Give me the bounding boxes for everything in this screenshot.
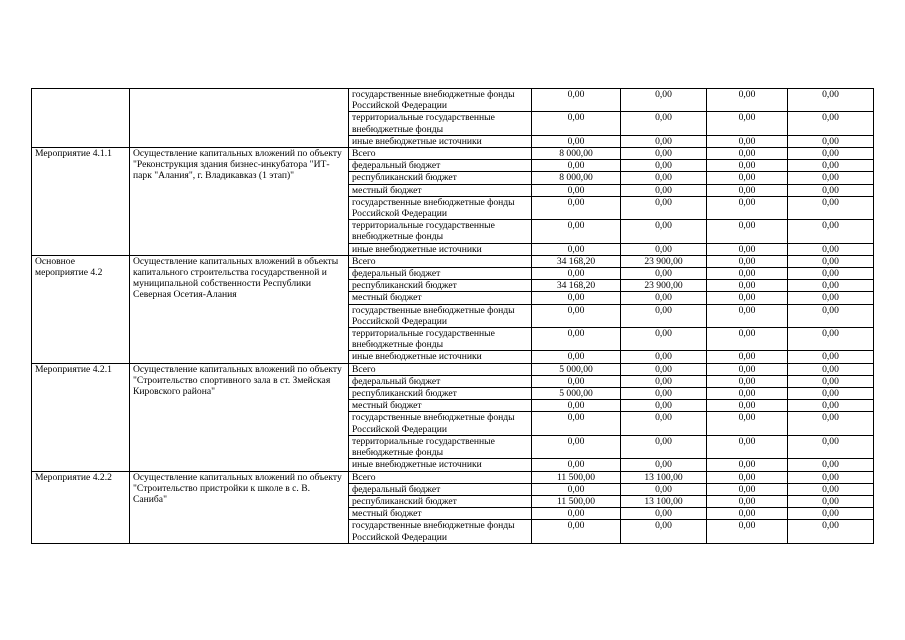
activity-description-cell [130, 89, 349, 148]
amount-cell: 0,00 [788, 520, 874, 543]
amount-cell: 0,00 [788, 112, 874, 135]
amount-cell: 0,00 [707, 459, 788, 471]
amount-cell: 34 168,20 [532, 255, 621, 267]
amount-cell: 0,00 [788, 351, 874, 363]
amount-cell: 0,00 [788, 172, 874, 184]
amount-cell: 0,00 [707, 363, 788, 375]
source-cell: Всего [349, 363, 532, 375]
amount-cell: 0,00 [707, 184, 788, 196]
amount-cell: 0,00 [532, 196, 621, 219]
source-cell: местный бюджет [349, 400, 532, 412]
amount-cell: 0,00 [707, 495, 788, 507]
amount-cell: 0,00 [788, 135, 874, 147]
amount-cell: 0,00 [788, 400, 874, 412]
source-cell: республиканский бюджет [349, 495, 532, 507]
amount-cell: 23 900,00 [621, 280, 707, 292]
source-cell: иные внебюджетные источники [349, 243, 532, 255]
amount-cell: 0,00 [788, 459, 874, 471]
source-cell: иные внебюджетные источники [349, 351, 532, 363]
amount-cell: 0,00 [621, 435, 707, 458]
source-cell: Всего [349, 255, 532, 267]
amount-cell: 0,00 [707, 304, 788, 327]
source-cell: территориальные государственные внебюджетные фонды [349, 435, 532, 458]
source-cell: федеральный бюджет [349, 375, 532, 387]
amount-cell: 11 500,00 [532, 495, 621, 507]
source-cell: республиканский бюджет [349, 388, 532, 400]
amount-cell: 0,00 [707, 508, 788, 520]
activity-description-cell: Осуществление капитальных вложений по объекту "Реконструкция здания бизнес-инкубатора "ИТ-парк "Алания", г. Владикавказ (1 этап)" [130, 148, 349, 256]
funding-table [31, 88, 874, 544]
source-cell: местный бюджет [349, 292, 532, 304]
amount-cell: 0,00 [707, 268, 788, 280]
source-cell: республиканский бюджет [349, 172, 532, 184]
amount-cell: 0,00 [788, 268, 874, 280]
amount-cell: 0,00 [621, 112, 707, 135]
amount-cell: 0,00 [532, 292, 621, 304]
amount-cell: 0,00 [788, 220, 874, 243]
amount-cell: 0,00 [621, 292, 707, 304]
amount-cell: 0,00 [532, 160, 621, 172]
source-cell: местный бюджет [349, 184, 532, 196]
amount-cell: 0,00 [707, 112, 788, 135]
amount-cell: 0,00 [621, 160, 707, 172]
activity-label-cell [32, 89, 130, 148]
amount-cell: 0,00 [532, 268, 621, 280]
amount-cell: 0,00 [707, 400, 788, 412]
source-cell: республиканский бюджет [349, 280, 532, 292]
amount-cell: 0,00 [707, 351, 788, 363]
amount-cell: 0,00 [621, 328, 707, 351]
amount-cell: 8 000,00 [532, 172, 621, 184]
amount-cell: 0,00 [788, 243, 874, 255]
table-row [32, 471, 874, 483]
amount-cell: 0,00 [788, 328, 874, 351]
amount-cell: 0,00 [788, 148, 874, 160]
amount-cell: 0,00 [621, 483, 707, 495]
source-cell: государственные внебюджетные фонды Российской Федерации [349, 89, 532, 112]
amount-cell: 0,00 [621, 351, 707, 363]
amount-cell: 0,00 [788, 471, 874, 483]
amount-cell: 0,00 [621, 196, 707, 219]
amount-cell: 0,00 [621, 375, 707, 387]
amount-cell: 13 100,00 [621, 471, 707, 483]
source-cell: государственные внебюджетные фонды Российской Федерации [349, 196, 532, 219]
amount-cell: 0,00 [707, 483, 788, 495]
amount-cell: 5 000,00 [532, 388, 621, 400]
amount-cell: 0,00 [707, 328, 788, 351]
amount-cell: 0,00 [621, 220, 707, 243]
activity-label-cell: Мероприятие 4.2.2 [32, 471, 130, 543]
amount-cell: 0,00 [621, 172, 707, 184]
table-row [32, 148, 874, 160]
amount-cell: 0,00 [532, 483, 621, 495]
activity-description-cell: Осуществление капитальных вложений в объекты капитального строительства государственной и муниципальной собственности Республики Северная Осетия-Алания [130, 255, 349, 363]
amount-cell: 0,00 [532, 375, 621, 387]
amount-cell: 0,00 [621, 520, 707, 543]
amount-cell: 8 000,00 [532, 148, 621, 160]
amount-cell: 23 900,00 [621, 255, 707, 267]
amount-cell: 0,00 [788, 388, 874, 400]
amount-cell: 0,00 [788, 435, 874, 458]
source-cell: государственные внебюджетные фонды Российской Федерации [349, 304, 532, 327]
amount-cell: 0,00 [788, 363, 874, 375]
amount-cell: 13 100,00 [621, 495, 707, 507]
table-body [32, 89, 874, 544]
amount-cell: 0,00 [707, 375, 788, 387]
amount-cell: 0,00 [788, 495, 874, 507]
amount-cell: 0,00 [707, 135, 788, 147]
amount-cell: 0,00 [532, 435, 621, 458]
source-cell: государственные внебюджетные фонды Российской Федерации [349, 520, 532, 543]
amount-cell: 0,00 [532, 328, 621, 351]
amount-cell: 0,00 [788, 280, 874, 292]
amount-cell: 0,00 [707, 160, 788, 172]
amount-cell: 0,00 [532, 304, 621, 327]
source-cell: Всего [349, 471, 532, 483]
amount-cell: 0,00 [707, 243, 788, 255]
amount-cell: 0,00 [532, 184, 621, 196]
amount-cell: 0,00 [621, 412, 707, 435]
amount-cell: 0,00 [707, 148, 788, 160]
table-row [32, 255, 874, 267]
activity-label-cell: Мероприятие 4.2.1 [32, 363, 130, 471]
source-cell: федеральный бюджет [349, 160, 532, 172]
amount-cell: 0,00 [788, 483, 874, 495]
amount-cell: 0,00 [621, 268, 707, 280]
amount-cell: 0,00 [532, 112, 621, 135]
source-cell: федеральный бюджет [349, 268, 532, 280]
source-cell: территориальные государственные внебюджетные фонды [349, 220, 532, 243]
amount-cell: 0,00 [621, 148, 707, 160]
amount-cell: 0,00 [621, 388, 707, 400]
amount-cell: 0,00 [621, 135, 707, 147]
source-cell: федеральный бюджет [349, 483, 532, 495]
amount-cell: 0,00 [621, 459, 707, 471]
amount-cell: 0,00 [707, 255, 788, 267]
source-cell: иные внебюджетные источники [349, 459, 532, 471]
amount-cell: 0,00 [707, 388, 788, 400]
amount-cell: 0,00 [707, 220, 788, 243]
amount-cell: 0,00 [707, 280, 788, 292]
amount-cell: 0,00 [621, 508, 707, 520]
source-cell: Всего [349, 148, 532, 160]
amount-cell: 0,00 [621, 400, 707, 412]
amount-cell: 0,00 [707, 435, 788, 458]
table-row [32, 363, 874, 375]
source-cell: иные внебюджетные источники [349, 135, 532, 147]
amount-cell: 0,00 [707, 412, 788, 435]
amount-cell: 34 168,20 [532, 280, 621, 292]
amount-cell: 11 500,00 [532, 471, 621, 483]
amount-cell: 0,00 [707, 471, 788, 483]
amount-cell: 0,00 [707, 196, 788, 219]
amount-cell: 5 000,00 [532, 363, 621, 375]
amount-cell: 0,00 [532, 508, 621, 520]
amount-cell: 0,00 [788, 508, 874, 520]
amount-cell: 0,00 [621, 243, 707, 255]
amount-cell: 0,00 [532, 412, 621, 435]
table-row [32, 89, 874, 112]
amount-cell: 0,00 [788, 255, 874, 267]
activity-label-cell: Основное мероприятие 4.2 [32, 255, 130, 363]
source-cell: территориальные государственные внебюджетные фонды [349, 112, 532, 135]
amount-cell: 0,00 [532, 89, 621, 112]
amount-cell: 0,00 [532, 520, 621, 543]
amount-cell: 0,00 [621, 304, 707, 327]
activity-description-cell: Осуществление капитальных вложений по объекту "Строительство спортивного зала в ст. Змейская Кировского района" [130, 363, 349, 471]
source-cell: государственные внебюджетные фонды Российской Федерации [349, 412, 532, 435]
amount-cell: 0,00 [532, 220, 621, 243]
amount-cell: 0,00 [788, 292, 874, 304]
amount-cell: 0,00 [707, 520, 788, 543]
amount-cell: 0,00 [707, 172, 788, 184]
amount-cell: 0,00 [788, 375, 874, 387]
amount-cell: 0,00 [707, 89, 788, 112]
amount-cell: 0,00 [788, 160, 874, 172]
amount-cell: 0,00 [788, 184, 874, 196]
amount-cell: 0,00 [532, 459, 621, 471]
amount-cell: 0,00 [788, 304, 874, 327]
amount-cell: 0,00 [532, 135, 621, 147]
amount-cell: 0,00 [621, 89, 707, 112]
activity-description-cell: Осуществление капитальных вложений по объекту "Строительство пристройки к школе в с. В. Саниба" [130, 471, 349, 543]
amount-cell: 0,00 [788, 412, 874, 435]
amount-cell: 0,00 [788, 89, 874, 112]
amount-cell: 0,00 [788, 196, 874, 219]
activity-label-cell: Мероприятие 4.1.1 [32, 148, 130, 256]
amount-cell: 0,00 [621, 184, 707, 196]
source-cell: местный бюджет [349, 508, 532, 520]
amount-cell: 0,00 [621, 363, 707, 375]
amount-cell: 0,00 [532, 351, 621, 363]
amount-cell: 0,00 [707, 292, 788, 304]
source-cell: территориальные государственные внебюджетные фонды [349, 328, 532, 351]
amount-cell: 0,00 [532, 400, 621, 412]
amount-cell: 0,00 [532, 243, 621, 255]
